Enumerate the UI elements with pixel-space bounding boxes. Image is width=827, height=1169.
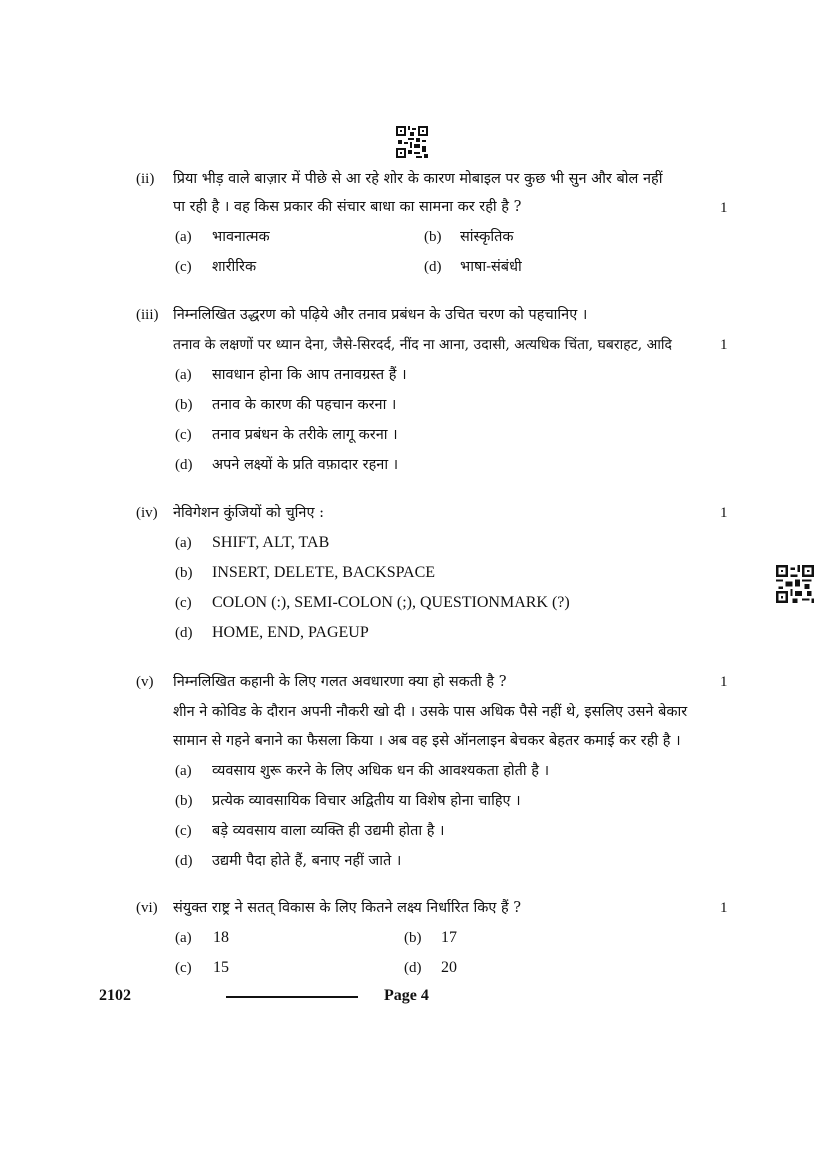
option-text: सावधान होना कि आप तनावग्रस्त हैं । (212, 367, 407, 383)
option-text: 15 (213, 959, 229, 976)
option-text: SHIFT, ALT, TAB (212, 534, 330, 551)
paper-code: 2102 (99, 987, 131, 1004)
option-text: भाषा-संबंधी (460, 259, 522, 275)
option-label: (d) (424, 259, 442, 275)
option-text: HOME, END, PAGEUP (212, 624, 369, 641)
option-label: (c) (175, 960, 192, 976)
question-number: (iii) (136, 307, 159, 323)
question-number: (iv) (136, 505, 158, 521)
question-text-line: प्रिया भीड़ वाले बाज़ार में पीछे से आ रहे शोर के कारण मोबाइल पर कुछ भी सुन और बोल नहीं (173, 171, 663, 187)
marks: 1 (720, 674, 728, 690)
option-label: (a) (175, 763, 192, 779)
option-label: (d) (175, 625, 193, 641)
question-text-line: संयुक्त राष्ट्र ने सतत् विकास के लिए कितने लक्ष्य निर्धारित किए हैं ? (173, 900, 522, 916)
option-label: (b) (404, 930, 422, 946)
side-qr-code-icon (776, 565, 814, 603)
option-label: (b) (175, 565, 193, 581)
page-number: Page 4 (384, 987, 429, 1004)
question-text-line: शीन ने कोविड के दौरान अपनी नौकरी खो दी । उसके पास अधिक पैसे नहीं थे, इसलिए उसने बेकार (173, 704, 688, 720)
question-text-line: पा रही है । वह किस प्रकार की संचार बाधा का सामना कर रही है ? (173, 199, 522, 215)
option-text: 17 (441, 929, 457, 946)
option-label: (d) (175, 853, 193, 869)
footer-divider (226, 996, 358, 998)
option-text: बड़े व्यवसाय वाला व्यक्ति ही उद्यमी होता है । (212, 823, 445, 839)
question-text-line: तनाव के लक्षणों पर ध्यान देना, जैसे-सिरदर्द, नींद ना आना, उदासी, अत्यधिक चिंता, घबराहट, आदि (173, 337, 672, 353)
option-label: (a) (175, 535, 192, 551)
question-number: (v) (136, 674, 154, 690)
option-label: (b) (424, 229, 442, 245)
option-text: 20 (441, 959, 457, 976)
marks: 1 (720, 337, 728, 353)
option-label: (a) (175, 930, 192, 946)
question-number: (ii) (136, 171, 155, 187)
option-label: (b) (175, 793, 193, 809)
option-label: (d) (175, 457, 193, 473)
option-text: तनाव प्रबंधन के तरीके लागू करना । (212, 427, 398, 443)
option-text: व्यवसाय शुरू करने के लिए अधिक धन की आवश्यकता होती है । (212, 763, 550, 779)
option-label: (c) (175, 823, 192, 839)
option-label: (a) (175, 367, 192, 383)
marks: 1 (720, 200, 728, 216)
option-label: (c) (175, 595, 192, 611)
option-text: तनाव के कारण की पहचान करना । (212, 397, 397, 413)
marks: 1 (720, 505, 728, 521)
option-label: (c) (175, 259, 192, 275)
question-text-line: नेविगेशन कुंजियों को चुनिए : (173, 505, 324, 521)
option-text: अपने लक्ष्यों के प्रति वफ़ादार रहना । (212, 457, 399, 473)
option-text: उद्यमी पैदा होते हैं, बनाए नहीं जाते । (212, 853, 402, 869)
option-text: भावनात्मक (212, 229, 270, 245)
option-text: शारीरिक (212, 259, 257, 275)
option-label: (c) (175, 427, 192, 443)
option-text: प्रत्येक व्यावसायिक विचार अद्वितीय या विशेष होना चाहिए । (212, 793, 521, 809)
question-number: (vi) (136, 900, 158, 916)
option-label: (a) (175, 229, 192, 245)
option-text: 18 (213, 929, 229, 946)
question-text-line: सामान से गहने बनाने का फैसला किया । अब वह इसे ऑनलाइन बेचकर बेहतर कमाई कर रही है । (173, 733, 681, 749)
question-text-line: निम्नलिखित उद्धरण को पढ़िये और तनाव प्रबंधन के उचित चरण को पहचानिए । (173, 307, 588, 323)
top-qr-code-icon (396, 126, 428, 158)
question-text-line: निम्नलिखित कहानी के लिए गलत अवधारणा क्या हो सकती है ? (173, 674, 507, 690)
option-label: (b) (175, 397, 193, 413)
option-text: सांस्कृतिक (460, 229, 514, 245)
option-text: INSERT, DELETE, BACKSPACE (212, 564, 436, 581)
option-text: COLON (:), SEMI-COLON (;), QUESTIONMARK (?) (212, 594, 570, 611)
marks: 1 (720, 900, 728, 916)
option-label: (d) (404, 960, 422, 976)
